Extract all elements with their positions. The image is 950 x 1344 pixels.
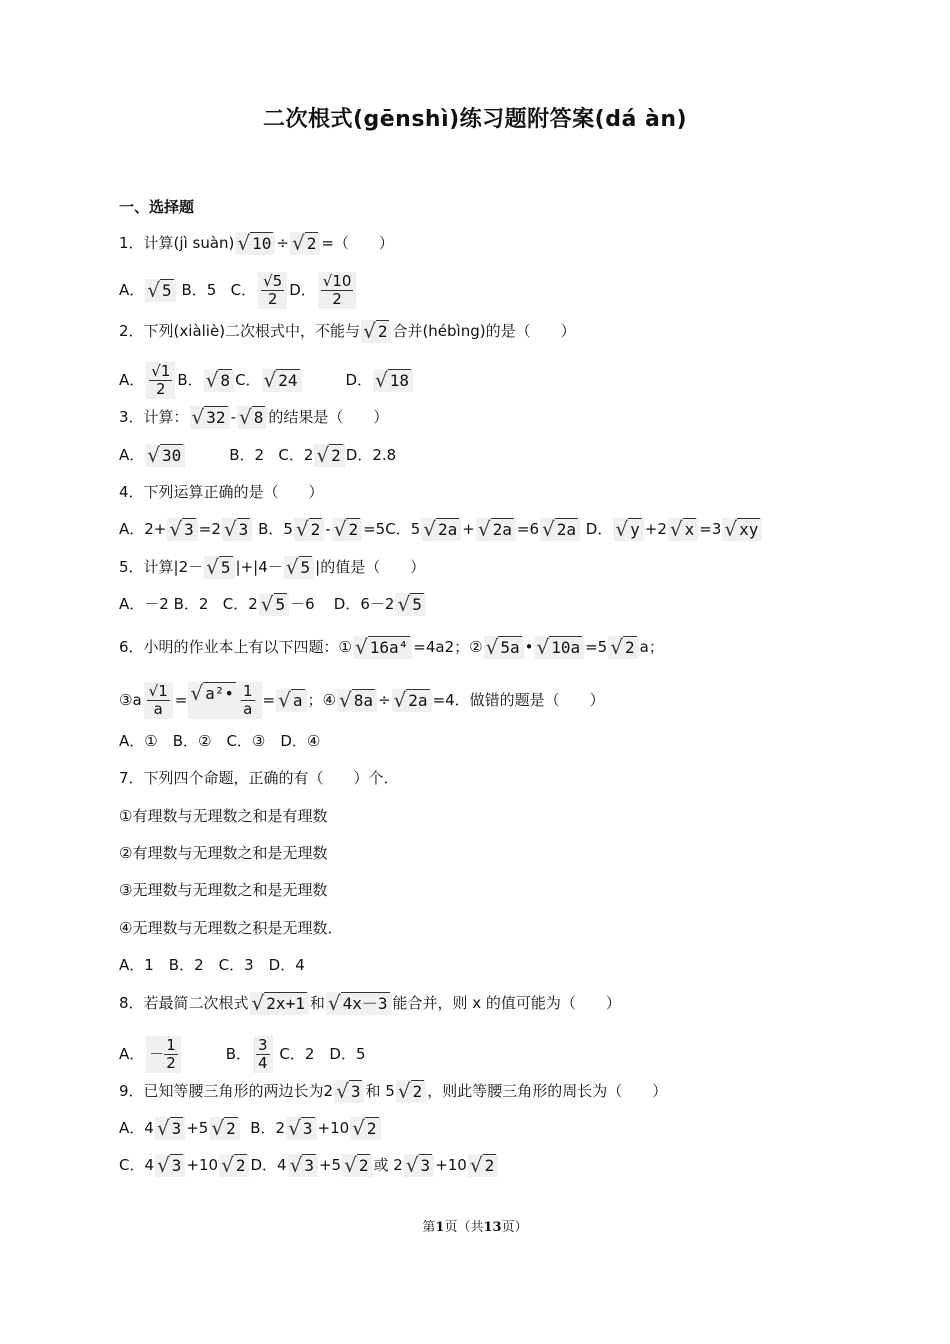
radicand: 2 xyxy=(377,322,388,341)
math-text: B．2 xyxy=(250,1119,286,1137)
math-text: 10 xyxy=(332,272,352,290)
math-text: C． xyxy=(235,371,261,389)
fraction xyxy=(146,362,175,399)
math-text: C．5 xyxy=(385,520,421,538)
radical-sign: √ xyxy=(477,517,491,541)
radical-sign: √ xyxy=(263,368,277,392)
radical-sign: √ xyxy=(169,517,183,541)
math-text: =5 xyxy=(363,520,386,538)
radical xyxy=(332,518,362,541)
radical-sign: √ xyxy=(251,991,265,1015)
math-text: +5 xyxy=(318,1156,342,1174)
math-text: B．2 xyxy=(173,595,209,613)
radicand: 4x－3 xyxy=(342,994,388,1013)
option-d: D． xyxy=(289,281,316,299)
radical-sign: √ xyxy=(724,517,738,541)
math-text: A．2+ xyxy=(119,520,167,538)
radical xyxy=(204,369,234,392)
math-text: √10 xyxy=(322,272,352,290)
math-text: A． xyxy=(119,371,145,389)
radical-sign: √ xyxy=(536,635,550,659)
radical xyxy=(484,636,524,659)
radical-sign: √ xyxy=(291,231,305,255)
math-text: 5．计算|2－ xyxy=(119,558,204,576)
radical xyxy=(392,689,432,712)
math-text: 1 xyxy=(160,362,171,380)
question-9-stem xyxy=(119,1080,667,1103)
radical xyxy=(294,518,324,541)
radicand: 2x+1 xyxy=(266,994,305,1013)
option-c: C． xyxy=(230,281,257,299)
radicand: 2a xyxy=(408,691,428,710)
math-text: 3 xyxy=(258,1036,268,1054)
math-text: 9．已知等腰三角形的两边长为2 xyxy=(119,1082,334,1100)
math-text: +2 xyxy=(644,520,667,538)
radical-sign: √ xyxy=(211,1116,225,1140)
fraction xyxy=(258,272,287,309)
question-5-stem xyxy=(119,556,425,579)
radicand: 8a xyxy=(353,691,373,710)
radical xyxy=(259,593,289,616)
radicand: 3 xyxy=(420,1156,431,1175)
radicand: xy xyxy=(739,520,759,539)
math-text: +5 xyxy=(186,1119,209,1137)
radical-sign: √ xyxy=(223,517,237,541)
radical-sign: √ xyxy=(147,278,161,302)
math-text: + xyxy=(462,520,475,538)
radicand: 5 xyxy=(220,558,231,577)
question-7-statement-3: ③无理数与无理数之和是无理数 xyxy=(119,881,328,899)
math-text: －6 xyxy=(290,595,315,613)
math-text: C．2 xyxy=(222,595,258,613)
radical-sign: √ xyxy=(316,443,330,467)
math-text: - xyxy=(230,408,236,426)
radical-sign: √ xyxy=(260,592,274,616)
radical xyxy=(540,518,580,541)
radical-sign: √ xyxy=(295,517,309,541)
option-b: B．5 xyxy=(181,281,217,299)
math-text: 4 xyxy=(258,1054,268,1072)
radicand: 2 xyxy=(358,1156,369,1175)
math-text: √5 xyxy=(263,272,283,290)
radicand: 2a xyxy=(438,520,458,539)
radical-sign: √ xyxy=(278,688,291,712)
radicand: 5 xyxy=(300,558,311,577)
question-8-stem xyxy=(119,992,621,1015)
question-9-options-cd xyxy=(119,1154,499,1177)
radical xyxy=(314,444,344,467)
radical-sign: √ xyxy=(397,1079,411,1103)
radical xyxy=(204,556,234,579)
math-text: +10 xyxy=(435,1156,467,1174)
radical-sign: √ xyxy=(333,517,347,541)
radical xyxy=(286,1117,316,1140)
math-text: - xyxy=(325,520,331,538)
page-footer xyxy=(0,1216,950,1235)
radical xyxy=(722,518,762,541)
radicand: 30 xyxy=(162,446,182,465)
math-text: D．2.8 xyxy=(345,446,397,464)
radical xyxy=(361,320,391,343)
radicand: 8 xyxy=(220,371,231,390)
radicand: 2 xyxy=(226,1119,236,1138)
radical xyxy=(334,1080,364,1103)
radical-sign: √ xyxy=(288,1116,301,1140)
radical-sign: √ xyxy=(190,681,204,705)
math-text: 2．下列(xiàliè)二次根式中，不能与 xyxy=(119,322,361,340)
radical xyxy=(145,444,185,467)
math-text: A．－2 xyxy=(119,595,169,613)
math-text: ，则此等腰三角形的周长为（ ） xyxy=(427,1082,668,1100)
radical-sign: √ xyxy=(338,688,352,712)
radical xyxy=(167,518,197,541)
radicand: 3 xyxy=(302,1119,313,1138)
fraction xyxy=(318,272,357,309)
radical xyxy=(353,636,412,659)
math-text: |+|4－ xyxy=(235,558,283,576)
math-text: C．2 D．5 xyxy=(279,1045,366,1063)
radicand: 24 xyxy=(278,371,298,390)
math-text: |的值是（ ） xyxy=(315,558,426,576)
radicand: 5 xyxy=(162,281,172,300)
radical xyxy=(290,232,320,255)
question-6-line-2 xyxy=(119,682,605,719)
option-a: A． xyxy=(119,281,145,299)
radical xyxy=(342,1154,372,1177)
radical xyxy=(250,992,309,1015)
radical xyxy=(262,369,302,392)
radicand: a xyxy=(292,691,303,710)
question-7-stem: 7．下列四个命题，正确的有（ ）个． xyxy=(119,769,399,787)
math-text: ÷ xyxy=(377,691,391,709)
radicand: x xyxy=(684,520,695,539)
radical xyxy=(288,1154,318,1177)
math-text: ③a xyxy=(119,691,142,709)
question-5-options xyxy=(119,593,427,616)
math-text: 1 xyxy=(158,682,168,700)
radicand: 2a xyxy=(556,520,577,539)
fraction xyxy=(146,1036,181,1073)
radicand: 2 xyxy=(306,234,317,253)
math-text: 合并(hébìng)的是（ ） xyxy=(392,322,576,340)
radical xyxy=(350,1117,380,1140)
radicand: 3 xyxy=(171,1156,182,1175)
radical xyxy=(468,1154,498,1177)
radical-sign: √ xyxy=(542,517,555,541)
question-7-statement-1: ①有理数与无理数之和是有理数 xyxy=(119,807,328,825)
radical-sign: √ xyxy=(336,1079,349,1103)
math-text xyxy=(164,1037,178,1072)
question-7-statement-4: ④无理数与无理数之积是无理数． xyxy=(119,919,343,937)
math-text: =4a2；② xyxy=(413,638,483,656)
math-text: a xyxy=(153,700,163,718)
radical-sign: √ xyxy=(327,991,341,1015)
radical xyxy=(222,518,252,541)
math-text: = xyxy=(262,691,276,709)
question-9-options-ab xyxy=(119,1117,382,1140)
radicand: 3 xyxy=(304,1156,314,1175)
question-2-options xyxy=(119,362,414,399)
math-text: A． xyxy=(119,446,145,464)
math-text: 和 5 xyxy=(365,1082,395,1100)
math-text: 2 xyxy=(267,290,278,308)
math-text: 的结果是（ ） xyxy=(268,408,389,426)
math-text: B． xyxy=(225,1045,252,1063)
math-text: =4．做错的题是（ ） xyxy=(432,691,605,709)
math-text: 页） xyxy=(501,1220,528,1235)
radical-sign: √ xyxy=(206,555,219,579)
radical-sign: √ xyxy=(610,635,623,659)
math-text: C．4 xyxy=(119,1156,155,1174)
q1-text-post: =（ ） xyxy=(321,234,394,252)
radical-sign: √ xyxy=(238,405,252,429)
radical xyxy=(668,518,698,541)
radicand: 2a xyxy=(492,520,512,539)
radical-sign: √ xyxy=(485,635,499,659)
math-text: 6．小明的作业本上有以下四题：① xyxy=(119,638,352,656)
question-1-options xyxy=(119,272,358,309)
radical xyxy=(284,556,314,579)
question-4-options xyxy=(119,518,763,541)
question-3-options xyxy=(119,444,396,467)
radical-sign: √ xyxy=(397,592,411,616)
fraction xyxy=(144,682,173,719)
math-text: D． xyxy=(345,371,373,389)
fraction xyxy=(238,682,258,719)
radicand: 2 xyxy=(331,446,341,465)
radicand: 5 xyxy=(412,595,422,614)
math-text: 3．计算： xyxy=(119,408,189,426)
radical xyxy=(145,279,175,302)
radical xyxy=(395,593,425,616)
radicand: 2 xyxy=(235,1156,246,1175)
radical xyxy=(476,518,516,541)
radicand: 32 xyxy=(206,408,226,427)
radicand: a²• xyxy=(203,682,236,719)
question-8-options xyxy=(119,1036,366,1073)
math-text: 和 xyxy=(309,994,325,1012)
radicand: 2 xyxy=(484,1156,495,1175)
math-text: √1 xyxy=(148,682,168,700)
page-number: 1 xyxy=(435,1220,445,1235)
radicand: 2 xyxy=(366,1119,377,1138)
radical-sign: √ xyxy=(237,231,251,255)
math-text: a xyxy=(243,700,253,718)
radical xyxy=(209,1117,239,1140)
math-text: a； xyxy=(639,638,664,656)
radical xyxy=(219,1154,249,1177)
radicand: 2 xyxy=(624,638,635,657)
radical xyxy=(155,1117,185,1140)
radicand: 18 xyxy=(389,371,410,390)
radical-sign: √ xyxy=(156,1116,170,1140)
total-pages: 13 xyxy=(483,1220,502,1235)
radical-sign: √ xyxy=(352,1116,365,1140)
math-text: √1 xyxy=(151,362,171,380)
radical-sign: √ xyxy=(289,1153,303,1177)
math-text: 或 2 xyxy=(373,1156,403,1174)
math-text: A． xyxy=(119,1045,145,1063)
radical-sign: √ xyxy=(191,405,205,429)
radical xyxy=(613,518,643,541)
math-text: 1 xyxy=(166,1036,176,1054)
radical xyxy=(421,518,461,541)
radical-sign: √ xyxy=(285,555,299,579)
math-text: = xyxy=(174,691,188,709)
math-text: 5 xyxy=(272,272,283,290)
radical xyxy=(155,1154,185,1177)
radicand: y xyxy=(630,520,640,539)
radical-sign: √ xyxy=(375,368,388,392)
math-text: =3 xyxy=(699,520,722,538)
radicand: 3 xyxy=(350,1082,361,1101)
math-text: C．2 xyxy=(278,446,314,464)
radicand: 2 xyxy=(348,520,359,539)
radicand: 8 xyxy=(253,408,264,427)
radical-sign: √ xyxy=(157,1153,170,1177)
math-text: － xyxy=(149,1045,165,1063)
radical-sign: √ xyxy=(221,1153,234,1177)
radicand: 2 xyxy=(412,1082,423,1101)
math-text: 2 xyxy=(166,1054,176,1072)
radicand: 3 xyxy=(171,1119,182,1138)
q1-text: 1．计算(jì suàn) xyxy=(119,234,235,252)
q1-div: ÷ xyxy=(276,234,289,252)
math-text: D．4 xyxy=(250,1156,287,1174)
radical xyxy=(326,992,392,1015)
page-title: 二次根式(gēnshì)练习题附答案(dá àn) xyxy=(262,107,688,132)
radical xyxy=(337,689,377,712)
radicand: 10a xyxy=(551,638,581,657)
math-text: 能合并，则 x 的值可能为（ ） xyxy=(392,994,621,1012)
radical-sign: √ xyxy=(615,517,629,541)
math-text: D．6－2 xyxy=(333,595,395,613)
radical-sign: √ xyxy=(669,517,683,541)
radicand: 3 xyxy=(184,520,194,539)
radical-sign: √ xyxy=(363,319,376,343)
radicand: 2 xyxy=(310,520,321,539)
radical xyxy=(373,369,413,392)
math-text: B．5 xyxy=(258,520,293,538)
math-text: ；④ xyxy=(307,691,336,709)
radical-sign: √ xyxy=(423,517,437,541)
section-heading: 一、选择题 xyxy=(119,198,195,216)
radical xyxy=(404,1154,434,1177)
math-text: D． xyxy=(585,520,613,538)
math-text: A．4 xyxy=(119,1119,154,1137)
math-text: 第 xyxy=(422,1220,436,1235)
math-text: B．2 xyxy=(229,446,265,464)
radical xyxy=(608,636,638,659)
radical-sign: √ xyxy=(393,688,407,712)
question-3-stem xyxy=(119,406,388,429)
math-text: =2 xyxy=(198,520,221,538)
math-text: 页（共 xyxy=(444,1220,484,1235)
math-text: 2 xyxy=(156,380,166,398)
radical-sign: √ xyxy=(355,635,368,659)
radicand: 5a xyxy=(500,638,520,657)
radical xyxy=(190,406,230,429)
radical-sign: √ xyxy=(205,368,219,392)
question-6-options: A．① B．② C．③ D．④ xyxy=(119,732,321,750)
radicand: 16a⁴ xyxy=(369,638,409,657)
radical xyxy=(188,682,261,719)
math-text: B． xyxy=(177,371,203,389)
question-4-stem: 4．下列运算正确的是（ ） xyxy=(119,483,324,501)
radical-sign: √ xyxy=(147,443,161,467)
radical-sign: √ xyxy=(405,1153,419,1177)
math-text: • xyxy=(524,638,534,656)
radical xyxy=(396,1080,426,1103)
radicand: 5 xyxy=(275,595,286,614)
math-text: +10 xyxy=(186,1156,219,1174)
radical xyxy=(237,406,267,429)
question-6-stem xyxy=(119,636,664,659)
radical-sign: √ xyxy=(469,1153,483,1177)
math-text: 2 xyxy=(332,290,342,308)
radical-sign: √ xyxy=(344,1153,357,1177)
radicand: 10 xyxy=(252,234,272,253)
math-text: 8．若最简二次根式 xyxy=(119,994,249,1012)
math-text: =6 xyxy=(516,520,539,538)
question-2-stem xyxy=(119,320,576,343)
radical xyxy=(235,232,275,255)
radicand: 3 xyxy=(238,520,249,539)
math-text: 1 xyxy=(242,682,253,700)
question-7-options: A．1 B．2 C．3 D．4 xyxy=(119,956,305,974)
question-7-statement-2: ②有理数与无理数之和是无理数 xyxy=(119,844,328,862)
radical xyxy=(534,636,584,659)
fraction xyxy=(253,1036,273,1073)
question-1-stem xyxy=(119,232,394,255)
math-text: =5 xyxy=(585,638,608,656)
math-text: +10 xyxy=(317,1119,350,1137)
radical xyxy=(276,689,306,712)
